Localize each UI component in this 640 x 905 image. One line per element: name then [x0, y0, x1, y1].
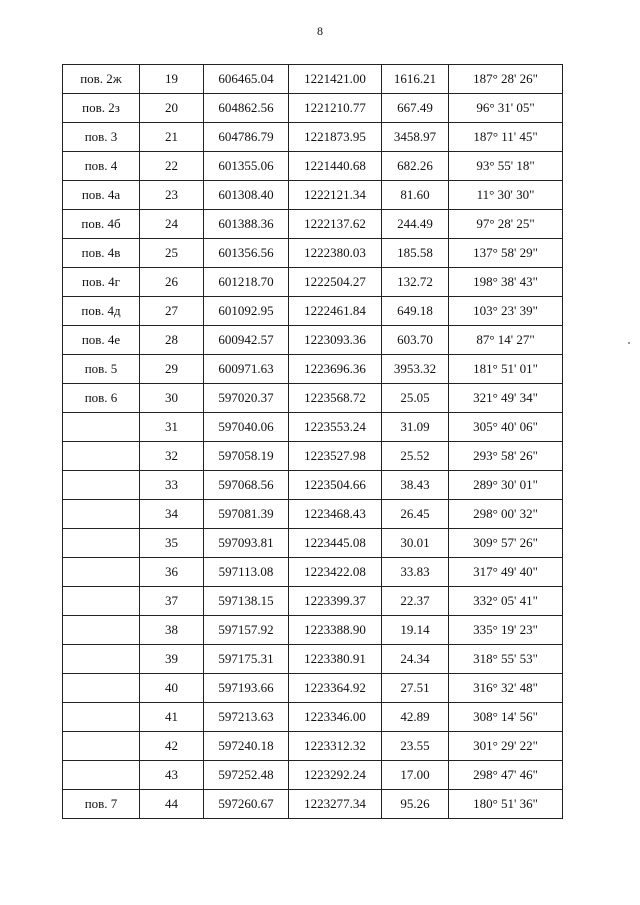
- y-coordinate-cell: 1222504.27: [289, 268, 382, 297]
- segment-length-cell: 17.00: [382, 761, 449, 790]
- segment-length-cell: 185.58: [382, 239, 449, 268]
- segment-length-cell: 27.51: [382, 674, 449, 703]
- y-coordinate-cell: 1222137.62: [289, 210, 382, 239]
- segment-length-cell: 25.52: [382, 442, 449, 471]
- point-number-cell: 33: [140, 471, 204, 500]
- coordinates-table: [62, 64, 563, 819]
- y-coordinate-cell: 1223388.90: [289, 616, 382, 645]
- table-row: [63, 674, 563, 703]
- y-coordinate-cell: 1221873.95: [289, 123, 382, 152]
- y-coordinate-cell: 1221421.00: [289, 65, 382, 94]
- segment-length-cell: 682.26: [382, 152, 449, 181]
- x-coordinate-cell: 601388.36: [204, 210, 289, 239]
- table-row: [63, 355, 563, 384]
- table-row: [63, 732, 563, 761]
- x-coordinate-cell: 601308.40: [204, 181, 289, 210]
- table-row: [63, 239, 563, 268]
- scan-speck: [628, 342, 630, 344]
- table-row: [63, 500, 563, 529]
- turn-point-name-cell: пов. 4в: [63, 239, 140, 268]
- x-coordinate-cell: 600942.57: [204, 326, 289, 355]
- direction-angle-cell: 11° 30' 30": [449, 181, 563, 210]
- direction-angle-cell: 317° 49' 40": [449, 558, 563, 587]
- turn-point-name-cell: [63, 587, 140, 616]
- turn-point-name-cell: [63, 674, 140, 703]
- x-coordinate-cell: 601355.06: [204, 152, 289, 181]
- direction-angle-cell: 198° 38' 43": [449, 268, 563, 297]
- y-coordinate-cell: 1223346.00: [289, 703, 382, 732]
- table-row: [63, 471, 563, 500]
- direction-angle-cell: 137° 58' 29": [449, 239, 563, 268]
- segment-length-cell: 38.43: [382, 471, 449, 500]
- table-row: [63, 326, 563, 355]
- x-coordinate-cell: 606465.04: [204, 65, 289, 94]
- direction-angle-cell: 321° 49' 34": [449, 384, 563, 413]
- direction-angle-cell: 187° 28' 26": [449, 65, 563, 94]
- turn-point-name-cell: [63, 413, 140, 442]
- point-number-cell: 19: [140, 65, 204, 94]
- point-number-cell: 21: [140, 123, 204, 152]
- table-row: [63, 268, 563, 297]
- direction-angle-cell: 298° 47' 46": [449, 761, 563, 790]
- direction-angle-cell: 187° 11' 45": [449, 123, 563, 152]
- x-coordinate-cell: 597193.66: [204, 674, 289, 703]
- x-coordinate-cell: 597213.63: [204, 703, 289, 732]
- segment-length-cell: 24.34: [382, 645, 449, 674]
- point-number-cell: 39: [140, 645, 204, 674]
- y-coordinate-cell: 1222121.34: [289, 181, 382, 210]
- y-coordinate-cell: 1223527.98: [289, 442, 382, 471]
- point-number-cell: 37: [140, 587, 204, 616]
- segment-length-cell: 31.09: [382, 413, 449, 442]
- y-coordinate-cell: 1223399.37: [289, 587, 382, 616]
- turn-point-name-cell: [63, 645, 140, 674]
- point-number-cell: 41: [140, 703, 204, 732]
- table-row: [63, 442, 563, 471]
- segment-length-cell: 649.18: [382, 297, 449, 326]
- turn-point-name-cell: пов. 4д: [63, 297, 140, 326]
- table-row: [63, 65, 563, 94]
- point-number-cell: 44: [140, 790, 204, 819]
- y-coordinate-cell: 1223568.72: [289, 384, 382, 413]
- turn-point-name-cell: [63, 703, 140, 732]
- turn-point-name-cell: [63, 761, 140, 790]
- x-coordinate-cell: 597138.15: [204, 587, 289, 616]
- point-number-cell: 24: [140, 210, 204, 239]
- point-number-cell: 43: [140, 761, 204, 790]
- turn-point-name-cell: пов. 4е: [63, 326, 140, 355]
- y-coordinate-cell: 1221210.77: [289, 94, 382, 123]
- x-coordinate-cell: 600971.63: [204, 355, 289, 384]
- x-coordinate-cell: 597175.31: [204, 645, 289, 674]
- table-row: [63, 558, 563, 587]
- y-coordinate-cell: 1223468.43: [289, 500, 382, 529]
- segment-length-cell: 667.49: [382, 94, 449, 123]
- x-coordinate-cell: 597113.08: [204, 558, 289, 587]
- point-number-cell: 32: [140, 442, 204, 471]
- turn-point-name-cell: [63, 442, 140, 471]
- table-row: [63, 529, 563, 558]
- y-coordinate-cell: 1222461.84: [289, 297, 382, 326]
- x-coordinate-cell: 601356.56: [204, 239, 289, 268]
- point-number-cell: 28: [140, 326, 204, 355]
- turn-point-name-cell: пов. 7: [63, 790, 140, 819]
- direction-angle-cell: 103° 23' 39": [449, 297, 563, 326]
- point-number-cell: 42: [140, 732, 204, 761]
- turn-point-name-cell: [63, 500, 140, 529]
- x-coordinate-cell: 604786.79: [204, 123, 289, 152]
- coordinates-table-body: [63, 65, 563, 819]
- segment-length-cell: 603.70: [382, 326, 449, 355]
- turn-point-name-cell: [63, 732, 140, 761]
- point-number-cell: 34: [140, 500, 204, 529]
- x-coordinate-cell: 597040.06: [204, 413, 289, 442]
- table-row: [63, 384, 563, 413]
- point-number-cell: 35: [140, 529, 204, 558]
- direction-angle-cell: 308° 14' 56": [449, 703, 563, 732]
- x-coordinate-cell: 597081.39: [204, 500, 289, 529]
- segment-length-cell: 33.83: [382, 558, 449, 587]
- x-coordinate-cell: 597240.18: [204, 732, 289, 761]
- y-coordinate-cell: 1222380.03: [289, 239, 382, 268]
- x-coordinate-cell: 597093.81: [204, 529, 289, 558]
- table-row: [63, 645, 563, 674]
- x-coordinate-cell: 604862.56: [204, 94, 289, 123]
- direction-angle-cell: 181° 51' 01": [449, 355, 563, 384]
- x-coordinate-cell: 597252.48: [204, 761, 289, 790]
- table-row: [63, 616, 563, 645]
- table-row: [63, 413, 563, 442]
- page-number: 8: [317, 24, 323, 38]
- turn-point-name-cell: пов. 5: [63, 355, 140, 384]
- y-coordinate-cell: 1223292.24: [289, 761, 382, 790]
- y-coordinate-cell: 1223277.34: [289, 790, 382, 819]
- x-coordinate-cell: 597260.67: [204, 790, 289, 819]
- segment-length-cell: 1616.21: [382, 65, 449, 94]
- table-row: [63, 181, 563, 210]
- y-coordinate-cell: 1223504.66: [289, 471, 382, 500]
- direction-angle-cell: 301° 29' 22": [449, 732, 563, 761]
- y-coordinate-cell: 1223422.08: [289, 558, 382, 587]
- turn-point-name-cell: пов. 3: [63, 123, 140, 152]
- y-coordinate-cell: 1223696.36: [289, 355, 382, 384]
- table-row: [63, 152, 563, 181]
- segment-length-cell: 132.72: [382, 268, 449, 297]
- segment-length-cell: 22.37: [382, 587, 449, 616]
- segment-length-cell: 25.05: [382, 384, 449, 413]
- segment-length-cell: 95.26: [382, 790, 449, 819]
- turn-point-name-cell: [63, 471, 140, 500]
- direction-angle-cell: 305° 40' 06": [449, 413, 563, 442]
- y-coordinate-cell: 1223312.32: [289, 732, 382, 761]
- direction-angle-cell: 335° 19' 23": [449, 616, 563, 645]
- turn-point-name-cell: [63, 616, 140, 645]
- direction-angle-cell: 332° 05' 41": [449, 587, 563, 616]
- turn-point-name-cell: пов. 2ж: [63, 65, 140, 94]
- point-number-cell: 22: [140, 152, 204, 181]
- turn-point-name-cell: пов. 6: [63, 384, 140, 413]
- direction-angle-cell: 96° 31' 05": [449, 94, 563, 123]
- y-coordinate-cell: 1223553.24: [289, 413, 382, 442]
- turn-point-name-cell: пов. 4а: [63, 181, 140, 210]
- segment-length-cell: 19.14: [382, 616, 449, 645]
- x-coordinate-cell: 601092.95: [204, 297, 289, 326]
- segment-length-cell: 26.45: [382, 500, 449, 529]
- x-coordinate-cell: 597157.92: [204, 616, 289, 645]
- direction-angle-cell: 93° 55' 18": [449, 152, 563, 181]
- y-coordinate-cell: 1223445.08: [289, 529, 382, 558]
- point-number-cell: 23: [140, 181, 204, 210]
- segment-length-cell: 244.49: [382, 210, 449, 239]
- turn-point-name-cell: [63, 529, 140, 558]
- x-coordinate-cell: 597020.37: [204, 384, 289, 413]
- y-coordinate-cell: 1223093.36: [289, 326, 382, 355]
- point-number-cell: 29: [140, 355, 204, 384]
- point-number-cell: 27: [140, 297, 204, 326]
- direction-angle-cell: 309° 57' 26": [449, 529, 563, 558]
- turn-point-name-cell: пов. 2з: [63, 94, 140, 123]
- x-coordinate-cell: 601218.70: [204, 268, 289, 297]
- table-row: [63, 210, 563, 239]
- direction-angle-cell: 293° 58' 26": [449, 442, 563, 471]
- point-number-cell: 30: [140, 384, 204, 413]
- direction-angle-cell: 180° 51' 36": [449, 790, 563, 819]
- table-row: [63, 587, 563, 616]
- x-coordinate-cell: 597068.56: [204, 471, 289, 500]
- segment-length-cell: 81.60: [382, 181, 449, 210]
- table-row: [63, 297, 563, 326]
- turn-point-name-cell: пов. 4б: [63, 210, 140, 239]
- point-number-cell: 26: [140, 268, 204, 297]
- direction-angle-cell: 298° 00' 32": [449, 500, 563, 529]
- segment-length-cell: 3953.32: [382, 355, 449, 384]
- direction-angle-cell: 97° 28' 25": [449, 210, 563, 239]
- direction-angle-cell: 289° 30' 01": [449, 471, 563, 500]
- table-row: [63, 94, 563, 123]
- table-row: [63, 123, 563, 152]
- x-coordinate-cell: 597058.19: [204, 442, 289, 471]
- y-coordinate-cell: 1221440.68: [289, 152, 382, 181]
- turn-point-name-cell: пов. 4г: [63, 268, 140, 297]
- y-coordinate-cell: 1223364.92: [289, 674, 382, 703]
- point-number-cell: 38: [140, 616, 204, 645]
- direction-angle-cell: 87° 14' 27": [449, 326, 563, 355]
- table-row: [63, 703, 563, 732]
- y-coordinate-cell: 1223380.91: [289, 645, 382, 674]
- point-number-cell: 25: [140, 239, 204, 268]
- turn-point-name-cell: [63, 558, 140, 587]
- point-number-cell: 40: [140, 674, 204, 703]
- segment-length-cell: 23.55: [382, 732, 449, 761]
- point-number-cell: 31: [140, 413, 204, 442]
- segment-length-cell: 42.89: [382, 703, 449, 732]
- point-number-cell: 20: [140, 94, 204, 123]
- table-row: [63, 790, 563, 819]
- point-number-cell: 36: [140, 558, 204, 587]
- segment-length-cell: 30.01: [382, 529, 449, 558]
- direction-angle-cell: 318° 55' 53": [449, 645, 563, 674]
- segment-length-cell: 3458.97: [382, 123, 449, 152]
- turn-point-name-cell: пов. 4: [63, 152, 140, 181]
- direction-angle-cell: 316° 32' 48": [449, 674, 563, 703]
- table-row: [63, 761, 563, 790]
